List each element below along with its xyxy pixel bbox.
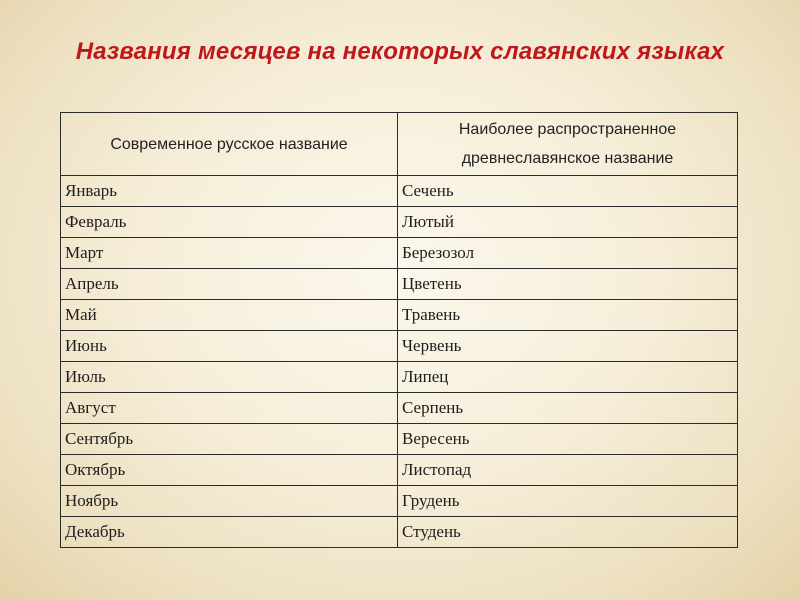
table-row [61,517,738,548]
cell-modern-name: Август [61,393,398,424]
cell-modern-name: Май [61,300,398,331]
cell-old-slavic-name: Червень [398,331,738,362]
months-table [60,112,738,548]
cell-old-slavic-name: Вересень [398,424,738,455]
table-row [61,455,738,486]
cell-old-slavic-name: Сечень [398,176,738,207]
cell-modern-name: Сентябрь [61,424,398,455]
cell-old-slavic-name: Студень [398,517,738,548]
cell-old-slavic-name: Травень [398,300,738,331]
table-row [61,486,738,517]
header-modern-name: Современное русское название [61,113,398,176]
table-row [61,362,738,393]
table-row [61,207,738,238]
cell-modern-name: Июнь [61,331,398,362]
cell-modern-name: Июль [61,362,398,393]
table-row [61,269,738,300]
table-header-row [61,113,738,176]
cell-modern-name: Октябрь [61,455,398,486]
cell-modern-name: Ноябрь [61,486,398,517]
cell-old-slavic-name: Серпень [398,393,738,424]
cell-old-slavic-name: Грудень [398,486,738,517]
table-row [61,393,738,424]
cell-old-slavic-name: Лютый [398,207,738,238]
table-row [61,238,738,269]
cell-modern-name: Декабрь [61,517,398,548]
cell-modern-name: Февраль [61,207,398,238]
table-row [61,424,738,455]
table-row [61,176,738,207]
table-row [61,300,738,331]
table-body [61,176,738,548]
cell-old-slavic-name: Цветень [398,269,738,300]
cell-old-slavic-name: Березозол [398,238,738,269]
cell-old-slavic-name: Листопад [398,455,738,486]
cell-modern-name: Март [61,238,398,269]
cell-modern-name: Апрель [61,269,398,300]
slide-title: Названия месяцев на некоторых славянских языках [75,38,725,65]
cell-old-slavic-name: Липец [398,362,738,393]
cell-modern-name: Январь [61,176,398,207]
table-row [61,331,738,362]
header-old-slavic-name: Наиболее распространенное древнеславянское название [398,113,738,176]
